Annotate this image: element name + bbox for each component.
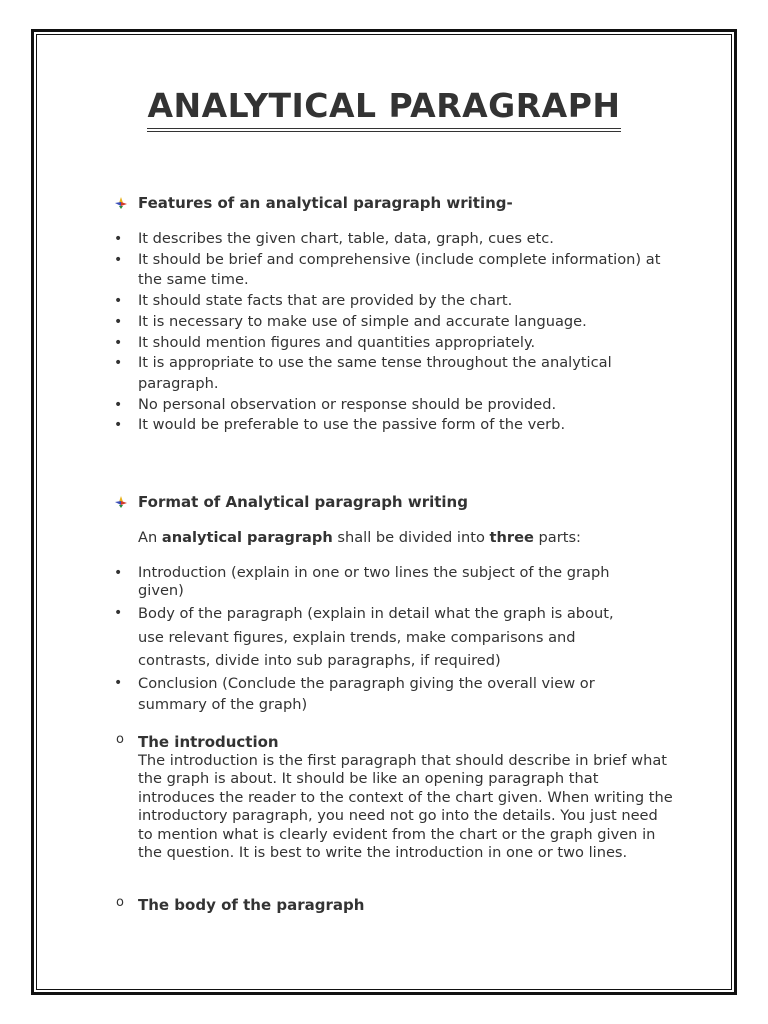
format-list <box>114 564 644 715</box>
list-item: • It is necessary to make use of simple and accurate language. <box>114 312 587 330</box>
list-item: • It should state facts that are provided by the chart. <box>114 292 513 310</box>
features-list <box>114 229 674 436</box>
body-section: o The body of the paragraph <box>116 895 676 915</box>
list-item: • It would be preferable to use the passive form of the verb. <box>114 416 566 434</box>
introduction-title: The introduction <box>138 733 279 751</box>
features-heading-text: Features of an analytical paragraph writing- <box>138 194 513 212</box>
list-item: • It should be brief and comprehensive (include complete information) at the same time. <box>114 250 661 289</box>
format-heading-text: Format of Analytical paragraph writing <box>138 493 468 511</box>
list-item: • Introduction (explain in one or two lines the subject of the graph given) <box>114 564 610 599</box>
format-intro: An analytical paragraph shall be divided into three parts: <box>138 529 581 546</box>
list-item: • Body of the paragraph (explain in detail what the graph is about, use relevant figures, explain trends, make comparisons and contrasts, divide into sub paragraphs, if required) <box>114 605 614 669</box>
page-title: ANALYTICAL PARAGRAPH <box>147 86 620 132</box>
colored-arrow-bullet-icon <box>114 196 128 210</box>
features-heading <box>114 193 513 213</box>
list-item: • Conclusion (Conclude the paragraph giving the overall view or summary of the graph) <box>114 674 595 713</box>
list-item: • It describes the given chart, table, data, graph, cues etc. <box>114 230 554 247</box>
body-title: The body of the paragraph <box>138 896 365 914</box>
introduction-text: The introduction is the first paragraph that should describe in brief what the graph is about. It should be like an opening paragraph that introduces the reader to the context of the chart given. When writing the introductory paragraph, you need not go into the details. You just need to mention what is clearly evident from the chart or the graph given in the question. It is best to write the introduction in one or two lines. <box>138 752 673 862</box>
colored-arrow-bullet-icon <box>114 495 128 509</box>
title-container <box>0 86 768 132</box>
list-item: • It is appropriate to use the same tense throughout the analytical paragraph. <box>114 354 612 392</box>
format-heading <box>114 492 468 512</box>
list-item: • No personal observation or response should be provided. <box>114 395 557 413</box>
list-item: • It should mention figures and quantities appropriately. <box>114 333 536 351</box>
introduction-section: o The introduction The introduction is the first paragraph that should describe in brief what the graph is about. It should be like an opening paragraph that introduces the reader to the context of the chart given. When writing the introductory paragraph, you need not go into the details. You just need to mention what is clearly evident from the chart or the graph given in the question. It is best to write the introduction in one or two lines. <box>116 732 676 862</box>
